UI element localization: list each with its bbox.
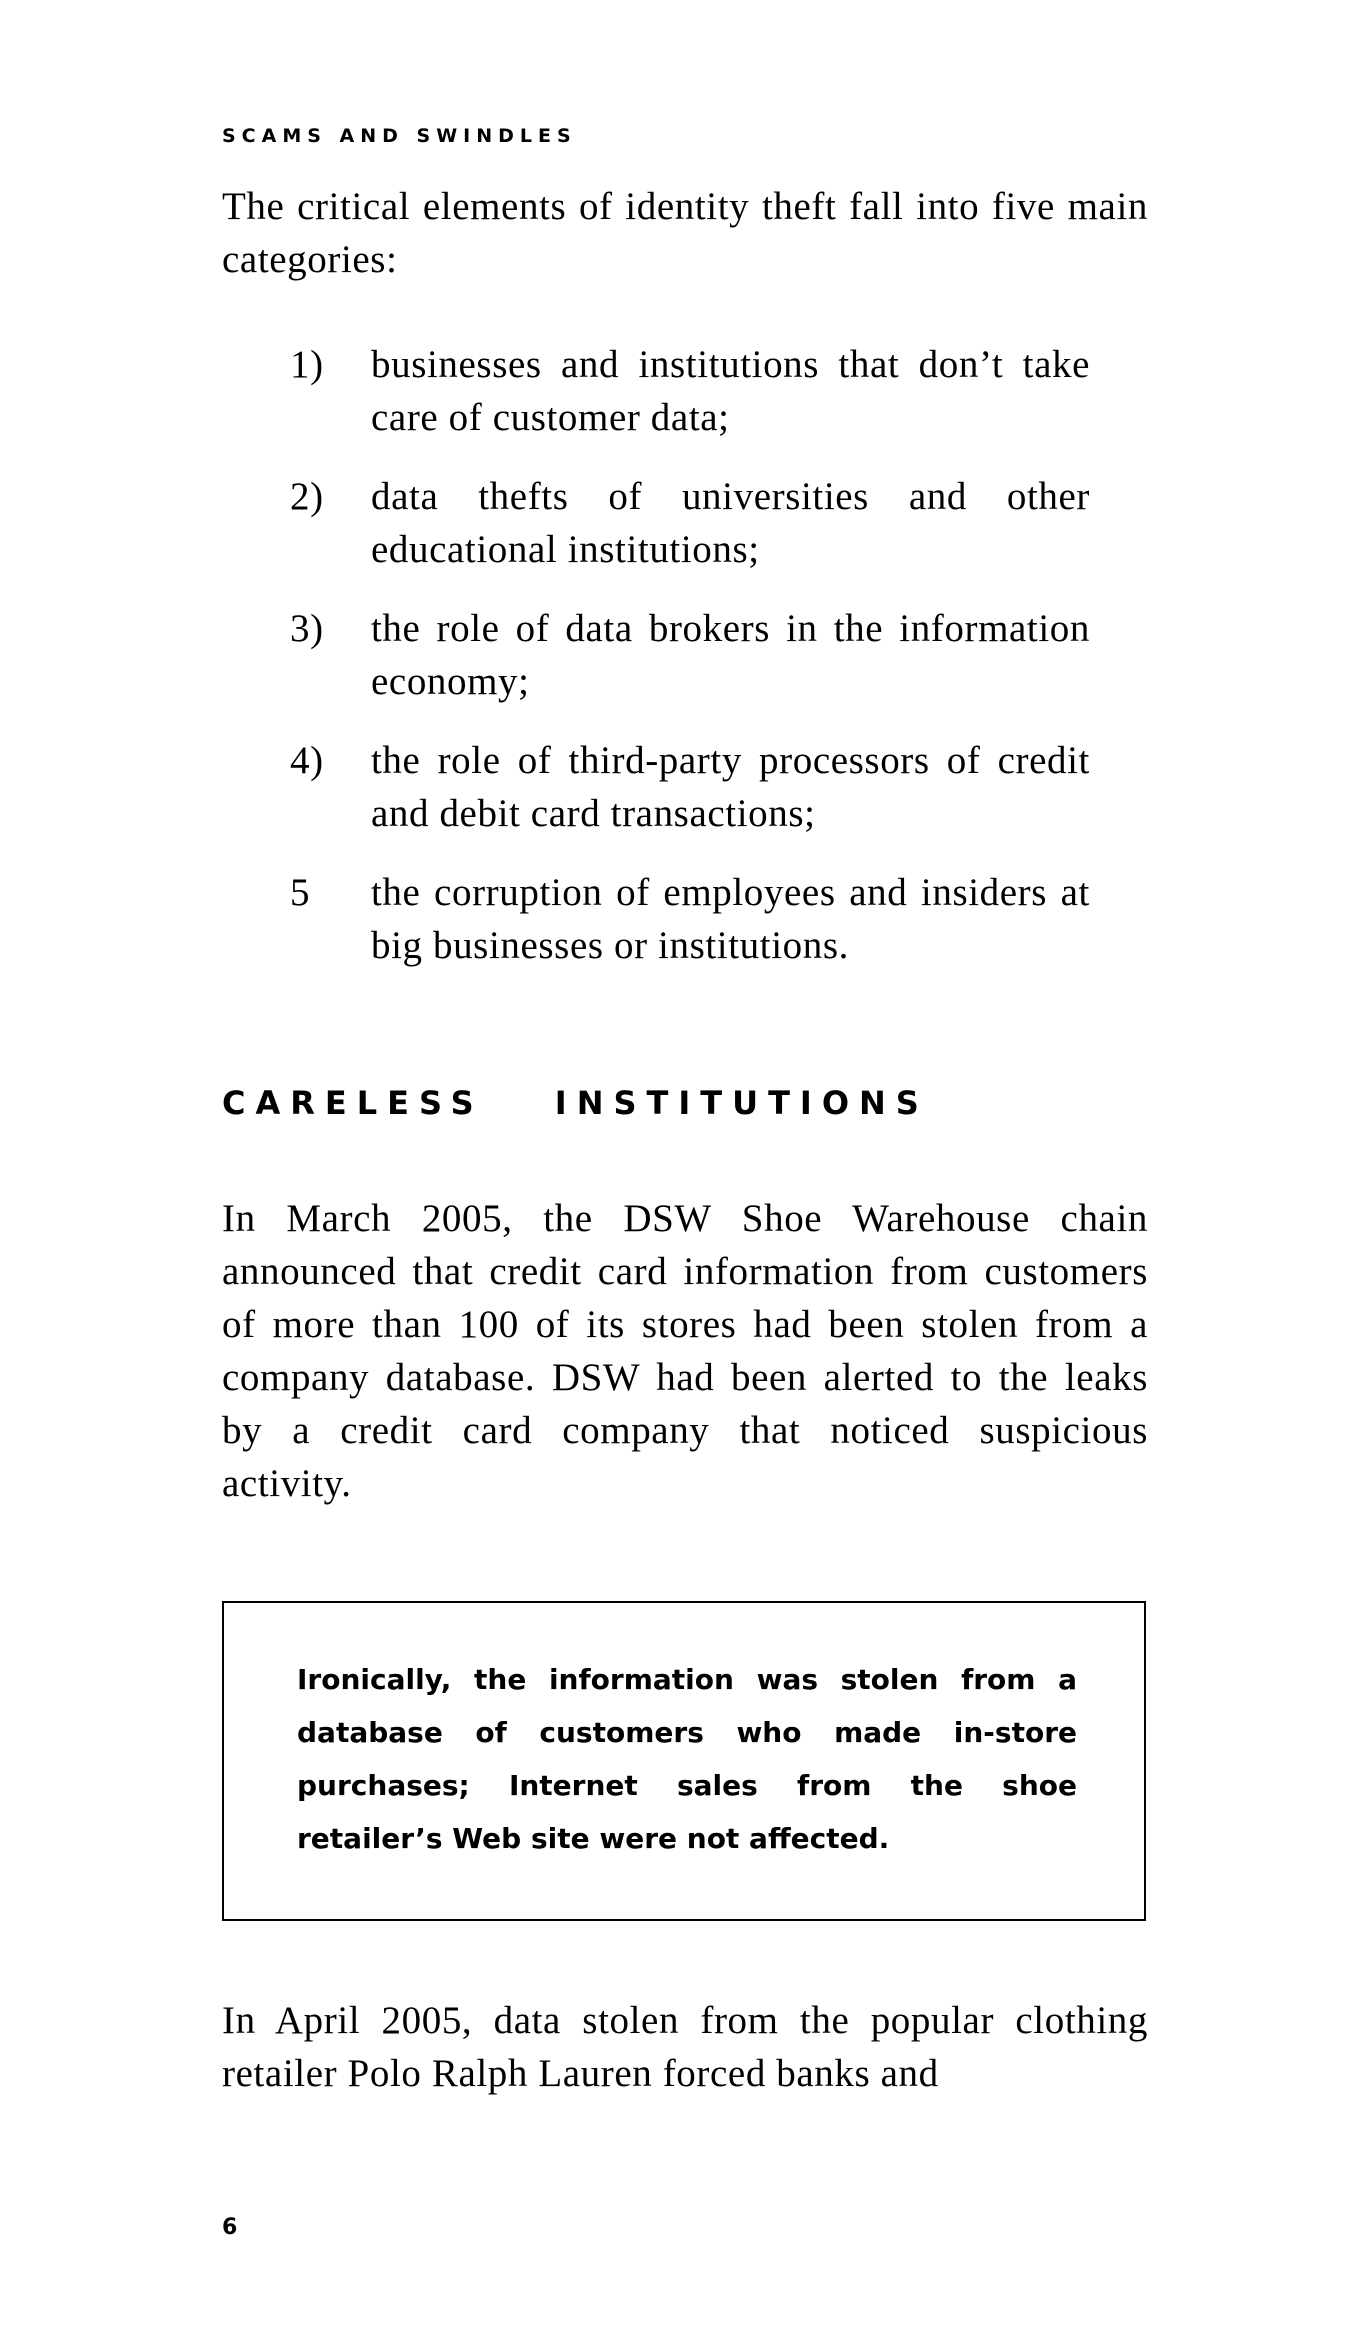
categories-list <box>290 338 1090 998</box>
page-number: 6 <box>222 2215 238 2240</box>
intro-paragraph: The critical elements of identity theft fall into five main categories: <box>222 185 1148 281</box>
list-item-number: 5 <box>290 871 311 914</box>
list-item <box>290 470 1090 576</box>
list-item <box>290 602 1090 708</box>
list-item-number: 2) <box>290 475 324 518</box>
list-item <box>290 338 1090 444</box>
running-head: SCAMS AND SWINDLES <box>222 125 577 147</box>
callout-text: Ironically, the information was stolen from a database of customers who made in-store purchases; Internet sales from the shoe retailer’s Web site were not affected. <box>297 1663 1077 1855</box>
dsw-paragraph: In March 2005, the DSW Shoe Warehouse chain announced that credit card information from customers of more than 100 of its stores had been stolen from a company database. DSW had been alerted to the leaks by a credit card company that noticed suspicious activity. <box>222 1197 1148 1505</box>
list-item-text: the role of third-party processors of credit and debit card transactions; <box>371 739 1090 835</box>
list-item <box>290 866 1090 972</box>
list-item-number: 4) <box>290 739 324 782</box>
polo-paragraph: In April 2005, data stolen from the popular clothing retailer Polo Ralph Lauren forced banks and <box>222 1999 1148 2095</box>
list-item-text: data thefts of universities and other educational institutions; <box>371 475 1090 571</box>
list-item-text: the corruption of employees and insiders at big businesses or institutions. <box>371 871 1090 967</box>
list-item-text: businesses and institutions that don’t take care of customer data; <box>371 343 1090 439</box>
list-item-number: 3) <box>290 607 324 650</box>
callout-box <box>222 1601 1146 1921</box>
list-item <box>290 734 1090 840</box>
list-item-number: 1) <box>290 343 324 386</box>
list-item-text: the role of data brokers in the information economy; <box>371 607 1090 703</box>
section-heading: CARELESS INSTITUTIONS <box>222 1084 929 1122</box>
